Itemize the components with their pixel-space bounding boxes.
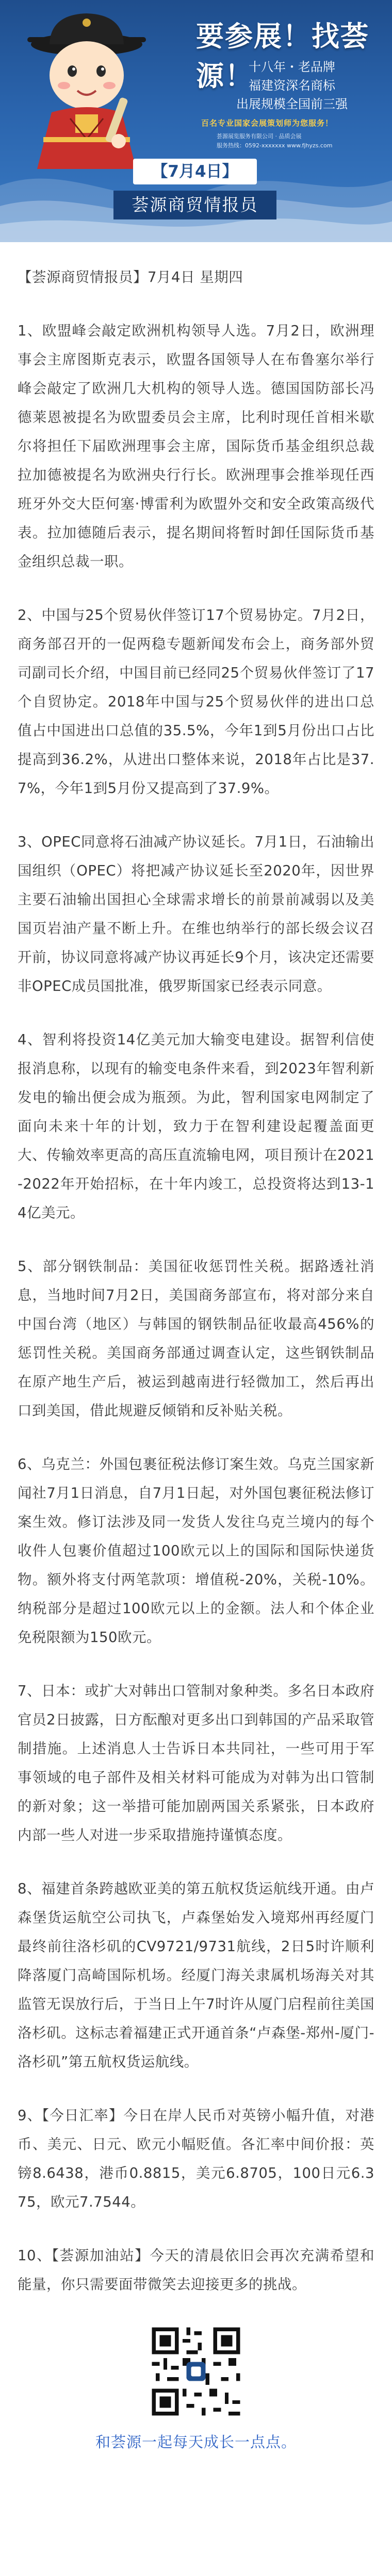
banner-promo-line: 百名专业国家会展策划师为您服务！ (201, 118, 334, 128)
qr-caption: 和荟源一起每天成长一点点。 (95, 2433, 297, 2451)
mascot-illustration (9, 4, 164, 174)
article-body (18, 263, 374, 2452)
news-item-6: 6、乌克兰：外国包裹征税法修订案生效。乌克兰国家新闻社7月1日消息，自7月1日起，对外国包裹征税法修订案生效。修订法涉及同一发货人发往乌克兰境内的每个收件人包裹价值超过100欧元以上的国际和国际快递货物。额外将支付两笔款项：增值税-20%，关税-10%。纳税部分是超过100欧元以上的金额。法人和个体企业免税限额为150欧元。 (18, 1456, 374, 1646)
banner-slogan (204, 58, 380, 113)
news-item-10-motivation: 10、【荟源加油站】今天的清晨依旧会再次充满希望和能量，你只需要面带微笑去迎接更多的挑战。 (18, 2247, 374, 2293)
news-item-9-exchange-rate: 9、【今日汇率】今日在岸人民币对英镑小幅升值，对港币、美元、日元、欧元小幅贬值。各汇率中间价报：英镑8.6438，港币0.8815，美元6.8705，100日元6.375，欧元7.7544。 (18, 2107, 374, 2210)
news-item-1: 1、欧盟峰会敲定欧洲机构领导人选。7月2日，欧洲理事会主席图斯克表示，欧盟各国领导人在布鲁塞尔举行峰会敲定了欧洲几大机构的领导人选。德国国防部长冯德莱恩被提名为欧盟委员会主席，比利时现任首相米歇尔将担任下届欧洲理事会主席，国际货币基金组织总裁拉加德被提名为欧洲央行行长。欧洲理事会推举现任西班牙外交大臣何塞·博雷利为欧盟外交和安全政策高级代表。拉加德随后表示，提名期间将暂时卸任国际货币基金组织总裁一职。 (18, 323, 374, 570)
banner-headline: 要参展！找荟源！ (196, 20, 369, 92)
header-banner (0, 0, 392, 242)
qr-code-icon[interactable] (148, 2324, 244, 2419)
banner-contact-text (217, 132, 382, 150)
banner-company-line: 荟源展览服务有限公司 · 品质会展 (217, 133, 302, 140)
news-item-3: 3、OPEC同意将石油减产协议延长。7月1日，石油输出国组织（OPEC）将把减产协议延长至2020年，因世界主要石油输出国担心全球需求增长的前景前减弱以及美国页岩油产量不断上升。在维也纳举行的部长级会议召开前，协议同意将减产协议再延长9个月，该决定还需要非OPEC成员国批准，俄罗斯国家已经表示同意。 (18, 834, 374, 994)
banner-hotline: 服务热线：0592-xxxxxxx www.fjhyzs.com (217, 142, 333, 149)
news-item-8: 8、福建首条跨越欧亚美的第五航权货运航线开通。由卢森堡货运航空公司执飞，卢森堡始发入境郑州再经厦门最终前往洛杉矶的CV9721/9731航线，2日5时许顺利降落厦门高崎国际机场。经厦门海关隶属机场海关对其监管无误放行后，于当日上午7时许从厦门启程前往美国洛杉矶。这标志着福建正式开通首条“卢森堡-郑州-厦门-洛杉矶”第五航权货运航线。 (18, 1880, 374, 2070)
slogan-line: 福建资深名商标 (249, 78, 335, 93)
qr-section (18, 2324, 374, 2452)
news-item-2: 2、中国与25个贸易伙伴签订17个贸易协定。7月2日，商务部召开的一促两稳专题新闻发布会上，商务部外贸司副司长介绍，中国目前已经同25个贸易伙伴签订了17个自贸协定。2018年中国与25个贸易伙伴的进出口总值占中国进出口总值的35.5%，今年1到5月份出口占比提高到36.2%，从进出口整体来说，2018年占比是37.7%，今年1到5月份又提高到了37.9%。 (18, 607, 374, 796)
slogan-line: 十八年・老品牌 (249, 60, 335, 74)
banner-title: 荟源商贸情报员 (113, 191, 276, 219)
news-item-4: 4、智利将投资14亿美元加大输变电建设。据智利信使报消息称，以现有的输变电条件来看，到2023年智利新发电的输出便会成为瓶颈。为此，智利国家电网制定了面向未来十年的计划，致力于在智利建设起覆盖面更大、传输效率更高的高压直流输电网，项目预计在2021-2022年开始招标，在十年内竣工，总投资将达到13-14亿美元。 (18, 1031, 374, 1221)
slogan-line: 出展规模全国前三强 (236, 97, 348, 111)
news-item-5: 5、部分钢铁制品：美国征收惩罚性关税。据路透社消息，当地时间7月2日，美国商务部宣布，将对部分来自中国台湾（地区）与韩国的钢铁制品征收最高456%的惩罚性关税。美国商务部通过调查认定，这些钢铁制品在原产地生产后，被运到越南进行轻微加工，然后再出口到美国，借此规避反倾销和反补贴关税。 (18, 1258, 374, 1419)
article-heading: 【荟源商贸情报员】7月4日 星期四 (18, 269, 243, 285)
news-item-7: 7、日本：或扩大对韩出口管制对象种类。多名日本政府官员2日披露，日方酝酿对更多出口到韩国的产品采取管制措施。上述消息人士告诉日本共同社，一些可用于军事领域的电子部件及相关材料可能成为对韩为出口管制的新对象；这一举措可能加剧两国关系紧张，日本政府内部一些人对进一步采取措施持谨慎态度。 (18, 1683, 374, 1843)
date-tag: 【7月4日】 (133, 159, 257, 184)
